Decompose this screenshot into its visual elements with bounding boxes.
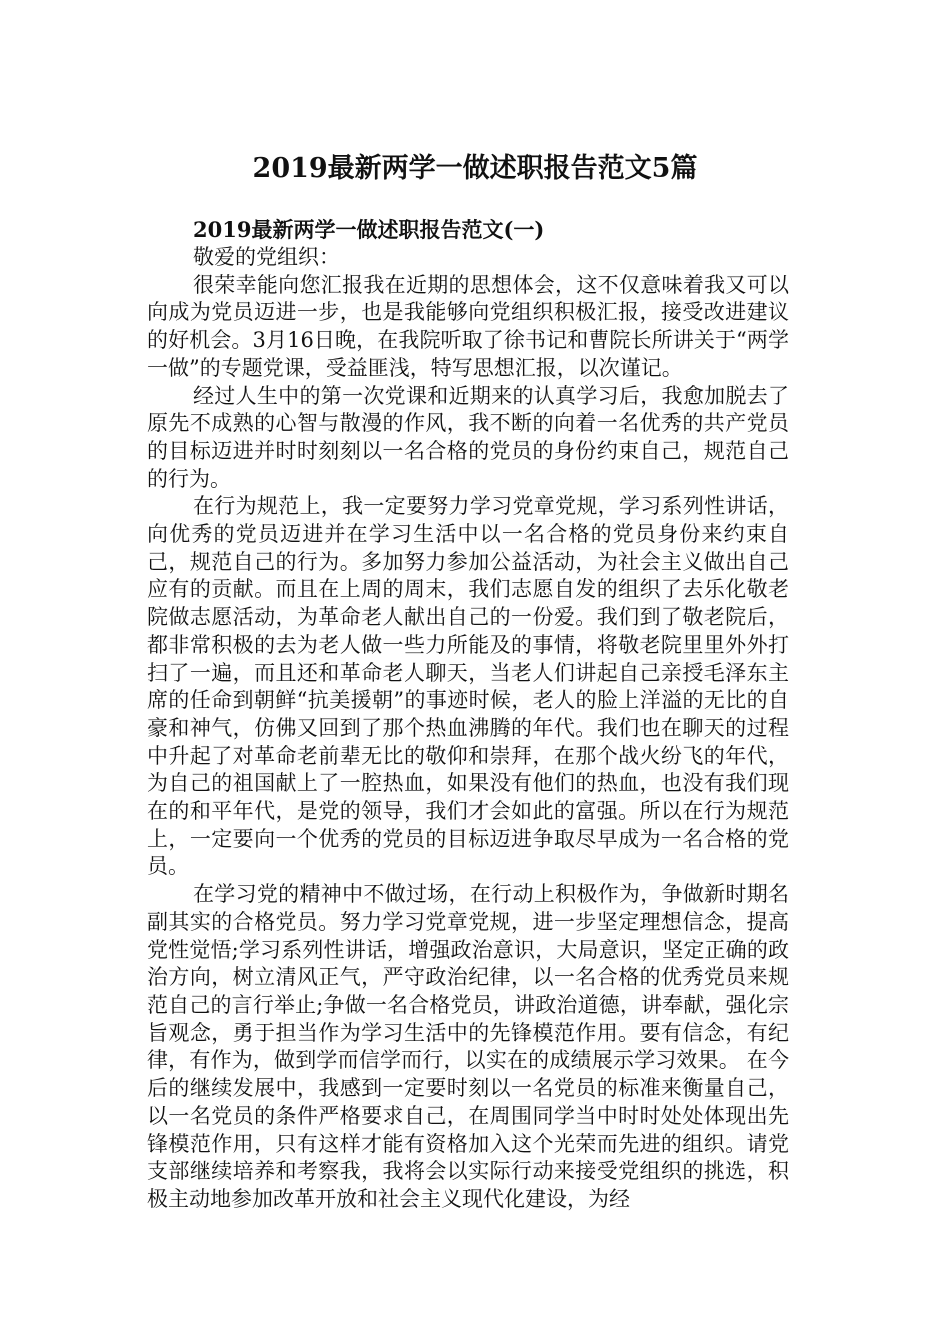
salutation: 敬爱的党组织：: [193, 245, 340, 269]
document-title: 2019最新两学一做述职报告范文5篇: [252, 153, 698, 184]
paragraph-4: 在学习党的精神中不做过场，在行动上积极作为，争做新时期名副其实的合格党员。努力学习党章党规，进一步坚定理想信念，提高党性觉悟;学习系列性讲话，增强政治意识，大局意识，坚定正确的政治方向，树立清风正气，严守政治纪律，以一名合格的优秀党员来规范自己的言行举止;争做一名合格党员，讲政治道德，讲奉献，强化宗旨观念，勇于担当作为学习生活中的先锋模范作用。要有信念，有纪律，有作为，做到学而信学而行，以实在的成绩展示学习效果。 在今后的继续发展中，我感到一定要时刻以一名党员的标准来衡量自己，以一名党员的条件严格要求自己，在周围同学当中时时处处体现出先锋模范作用，只有这样才能有资格加入这个光荣而先进的组织。请党支部继续培养和考察我，我将会以实际行动来接受党组织的挑选，积极主动地参加改革开放和社会主义现代化建设，为经: [147, 882, 789, 1211]
document-body: [147, 216, 789, 1214]
paragraph-1: 很荣幸能向您汇报我在近期的思想体会，这不仅意味着我又可以向成为党员迈进一步，也是我能够向党组织积极汇报，接受改进建议的好机会。3月16日晚，在我院听取了徐书记和曹院长所讲关于“两学一做”的专题党课，受益匪浅，特写思想汇报，以次谨记。: [147, 272, 789, 380]
section-heading: 2019最新两学一做述职报告范文(一): [193, 217, 545, 242]
paragraph-2: 经过人生中的第一次党课和近期来的认真学习后，我愈加脱去了原先不成熟的心智与散漫的作风，我不断的向着一名优秀的共产党员的目标迈进并时时刻刻以一名合格的党员的身份约束自己，规范自己的行为。: [147, 383, 789, 491]
paragraph-3: 在行为规范上，我一定要努力学习党章党规，学习系列性讲话，向优秀的党员迈进并在学习生活中以一名合格的党员身份来约束自己，规范自己的行为。多加努力参加公益活动，为社会主义做出自己应有的贡献。而且在上周的周末，我们志愿自发的组织了去乐化敬老院做志愿活动，为革命老人献出自己的一份爱。我们到了敬老院后，都非常积极的去为老人做一些力所能及的事情，将敬老院里里外外打扫了一遍，而且还和革命老人聊天，当老人们讲起自己亲授毛泽东主席的任命到朝鲜“抗美援朝”的事迹时候，老人的脸上洋溢的无比的自豪和神气，仿佛又回到了那个热血沸腾的年代。我们也在聊天的过程中升起了对革命老前辈无比的敬仰和崇拜，在那个战火纷飞的年代，为自己的祖国献上了一腔热血，如果没有他们的热血，也没有我们现在的和平年代，是党的领导，我们才会如此的富强。所以在行为规范上，一定要向一个优秀的党员的目标迈进争取尽早成为一名合格的党员。: [147, 494, 789, 879]
